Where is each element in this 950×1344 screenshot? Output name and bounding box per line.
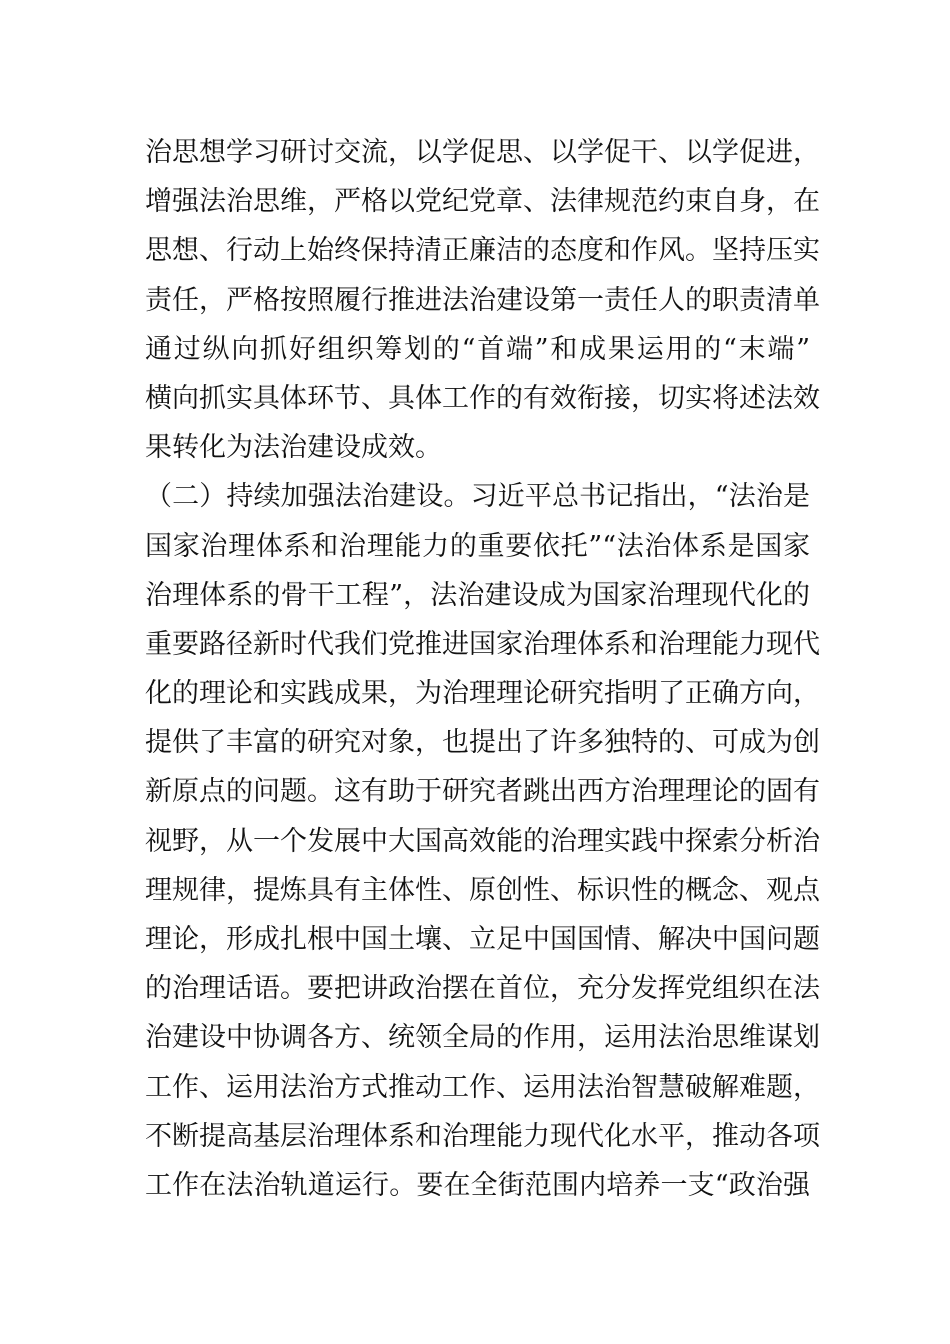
text-line-5: 通过纵向抓好组织筹划的“首端”和成果运用的“末端” — [145, 333, 810, 365]
text-line-11: 重要路径新时代我们党推进国家治理体系和治理能力现代 — [145, 628, 820, 660]
text-line-6: 横向抓实具体环节、具体工作的有效衔接，切实将述法效 — [145, 382, 820, 414]
text-line-4: 责任，严格按照履行推进法治建设第一责任人的职责清单 — [145, 284, 820, 316]
text-line-8: （二）持续加强法治建设。习近平总书记指出，“法治是 — [145, 481, 810, 513]
text-line-18: 的治理话语。要把讲政治摆在首位，充分发挥党组织在法 — [145, 973, 820, 1005]
text-line-3: 思想、行动上始终保持清正廉洁的态度和作风。坚持压实 — [145, 235, 820, 267]
text-line-15: 视野，从一个发展中大国高效能的治理实践中探索分析治 — [145, 825, 820, 857]
text-line-14: 新原点的问题。这有助于研究者跳出西方治理理论的固有 — [145, 776, 820, 808]
text-line-21: 不断提高基层治理体系和治理能力现代化水平，推动各项 — [145, 1120, 820, 1152]
text-line-20: 工作、运用法治方式推动工作、运用法治智慧破解难题， — [145, 1071, 820, 1103]
text-line-13: 提供了丰富的研究对象，也提出了许多独特的、可成为创 — [145, 727, 820, 759]
text-line-2: 增强法治思维，严格以党纪党章、法律规范约束自身，在 — [145, 186, 820, 218]
text-line-10: 治理体系的骨干工程”，法治建设成为国家治理现代化的 — [145, 579, 810, 611]
text-line-9: 国家治理体系和治理能力的重要依托”“法治体系是国家 — [145, 530, 810, 562]
body-text — [145, 128, 820, 1210]
text-line-22: 工作在法治轨道运行。要在全街范围内培养一支“政治强 — [145, 1169, 810, 1201]
text-line-12: 化的理论和实践成果，为治理理论研究指明了正确方向， — [145, 678, 820, 710]
text-line-1: 治思想学习研讨交流，以学促思、以学促干、以学促进， — [145, 137, 820, 168]
text-line-19: 治建设中协调各方、统领全局的作用，运用法治思维谋划 — [145, 1022, 820, 1054]
text-line-7: 果转化为法治建设成效。 — [145, 432, 442, 464]
text-line-17: 理论，形成扎根中国土壤、立足中国国情、解决中国问题 — [145, 924, 820, 955]
text-line-16: 理规律，提炼具有主体性、原创性、标识性的概念、观点 — [145, 874, 820, 906]
